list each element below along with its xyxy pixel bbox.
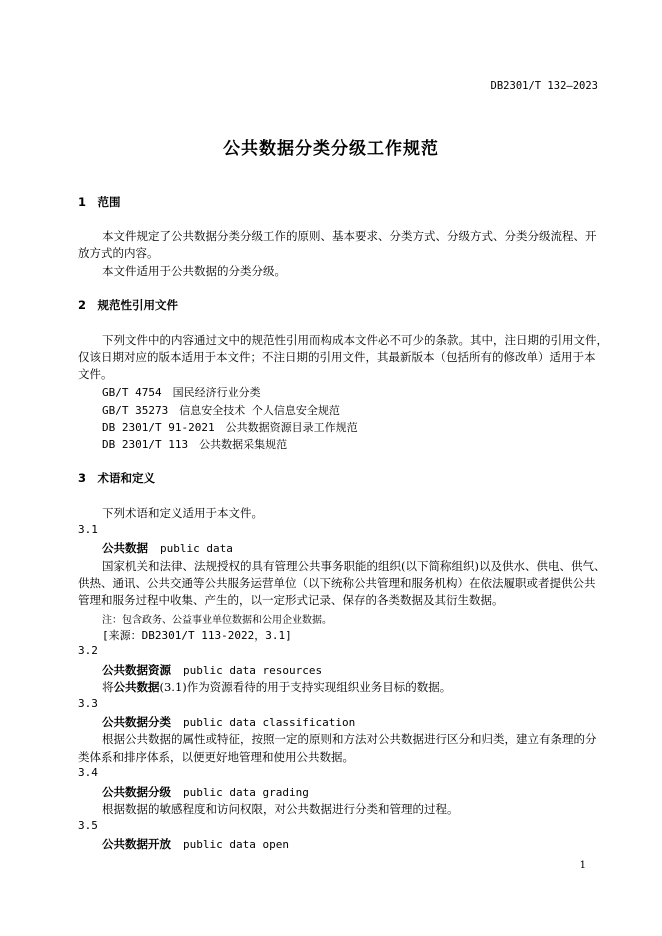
definition-line: 供热、通讯、公共交通等公共服务运营单位（以下统称公共管理和服务机构）在依法履职或者提供公共 [78, 576, 596, 590]
term-zh: 公共数据分类 [102, 715, 171, 729]
reference-item: GB/T 35273 信息安全技术 个人信息安全规范 [102, 404, 340, 417]
page-number: 1 [579, 860, 586, 871]
term-number: 3.3 [78, 697, 98, 710]
s2-paragraph-line: 下列文件中的内容通过文中的规范性引用而构成本文件必不可少的条款。其中，注日期的引用文件， [102, 333, 608, 347]
term-title [102, 662, 322, 678]
term-en: public data resources [183, 664, 323, 677]
term-zh: 公共数据资源 [102, 663, 171, 677]
term-title [102, 540, 233, 556]
reference-item: GB/T 4754 国民经济行业分类 [102, 386, 261, 399]
definition-text: 将 [102, 680, 114, 694]
reference-item: DB 2301/T 113 公共数据采集规范 [102, 438, 288, 451]
term-number: 3.4 [78, 766, 98, 779]
document-title: 公共数据分类分级工作规范 [223, 139, 439, 159]
s2-paragraph-line: 文件。 [78, 367, 113, 381]
term-title [102, 784, 309, 800]
definition-line: 类体系和排序体系，以便更好地管理和使用公共数据。 [78, 750, 354, 764]
definition-line [102, 679, 451, 695]
section-1-heading: 1 范围 [78, 195, 121, 209]
definition-line: 管理和服务过程中收集、产生的，以一定形式记录、保存的各类数据及其衍生数据。 [78, 593, 504, 607]
term-source: [来源：DB2301/T 113-2022，3.1] [102, 629, 292, 642]
term-title [102, 714, 355, 730]
term-number: 3.2 [78, 644, 98, 657]
section-2-heading: 2 规范性引用文件 [78, 298, 179, 312]
term-en: public data classification [183, 716, 356, 729]
term-zh: 公共数据开放 [102, 837, 171, 851]
term-title [102, 836, 289, 852]
term-en: public data grading [183, 786, 309, 799]
definition-line: 国家机关和法律、法规授权的具有管理公共事务职能的组织(以下简称组织)以及供水、供电、供气、 [102, 559, 606, 573]
reference-item: DB 2301/T 91-2021 公共数据资源目录工作规范 [102, 421, 358, 434]
s1-paragraph: 本文件适用于公共数据的分类分级。 [102, 264, 286, 278]
s2-paragraph-line: 仅该日期对应的版本适用于本文件；不注日期的引用文件，其最新版本（包括所有的修改单）适用于本 [78, 350, 596, 364]
term-zh: 公共数据分级 [102, 785, 171, 799]
definition-line: 根据公共数据的属性或特征，按照一定的原则和方法对公共数据进行区分和归类，建立有条理的分 [102, 732, 597, 746]
document-number: DB2301/T 132—2023 [490, 80, 598, 92]
section-3-heading: 3 术语和定义 [78, 471, 156, 485]
term-number: 3.1 [78, 523, 98, 536]
s1-paragraph-line: 本文件规定了公共数据分类分级工作的原则、基本要求、分类方式、分级方式、分类分级流程、开 [102, 229, 597, 243]
definition-text: (3.1)作为资源看待的用于支持实现组织业务目标的数据。 [159, 680, 452, 694]
term-zh: 公共数据 [102, 541, 148, 555]
definition-line: 根据数据的敏感程度和访问权限，对公共数据进行分类和管理的过程。 [102, 802, 459, 816]
s3-intro: 下列术语和定义适用于本文件。 [102, 506, 263, 520]
s1-paragraph-line: 放方式的内容。 [78, 246, 159, 260]
term-en: public data [160, 542, 233, 555]
term-number: 3.5 [78, 819, 98, 832]
term-en: public data open [183, 838, 289, 851]
term-note: 注：包含政务、公益事业单位数据和公用企业数据。 [102, 615, 332, 626]
term-reference: 公共数据 [113, 680, 160, 694]
